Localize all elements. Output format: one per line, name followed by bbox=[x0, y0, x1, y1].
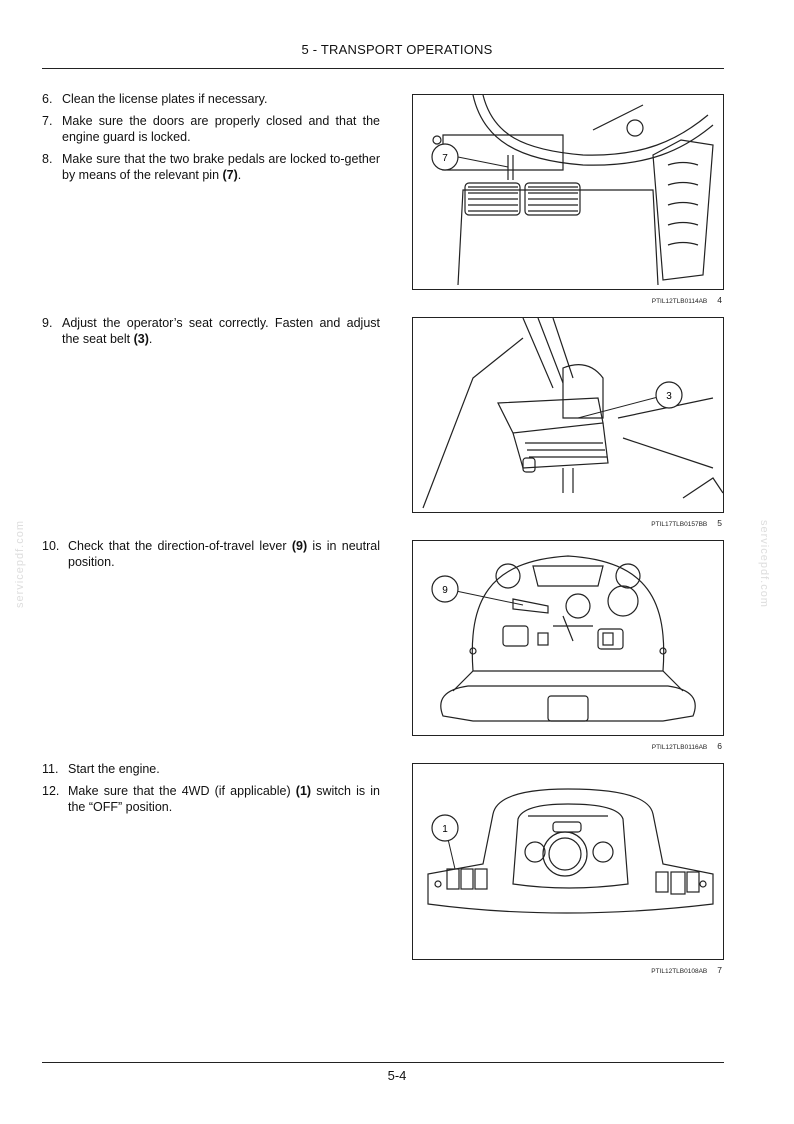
figure-6-caption: PTIL12TLB0116AB 6 bbox=[651, 741, 722, 751]
header-rule bbox=[42, 68, 724, 69]
steps-group-4 bbox=[42, 761, 380, 821]
step-8: 8. Make sure that the two brake pedals are locked to-gether by means of the relevant pin (7). bbox=[42, 152, 380, 182]
figure-6-illustration bbox=[413, 541, 723, 735]
figure-4 bbox=[412, 94, 724, 290]
figure-6 bbox=[412, 540, 724, 736]
figure-4-callout: 7 bbox=[442, 153, 448, 164]
figure-4-illustration bbox=[413, 95, 723, 289]
watermark-right: servicepdf.com bbox=[758, 520, 770, 608]
figure-4-caption: PTIL12TLB0114AB 4 bbox=[651, 295, 722, 305]
ref-9: (9) bbox=[291, 539, 308, 553]
step-7: 7. Make sure the doors are properly closed and that the engine guard is locked. bbox=[42, 114, 380, 144]
figure-5 bbox=[412, 317, 724, 513]
ref-7: (7) bbox=[222, 168, 238, 182]
figure-5-illustration bbox=[413, 318, 723, 512]
step-6: 6. Clean the license plates if necessary. bbox=[42, 92, 268, 106]
figure-5-callout: 3 bbox=[666, 391, 672, 402]
figure-6-callout: 9 bbox=[442, 585, 448, 596]
watermark-left: servicepdf.com bbox=[14, 520, 26, 608]
figure-5-caption: PTIL17TLB0157BB 5 bbox=[651, 518, 722, 528]
page-number: 5-4 bbox=[387, 1068, 407, 1083]
step-10: 10. Check that the direction-of-travel lever (9) is in neutral position. bbox=[42, 539, 380, 569]
steps-group-2 bbox=[42, 315, 380, 353]
footer-rule bbox=[42, 1062, 724, 1063]
step-9: 9. Adjust the operator’s seat correctly. Fasten and adjust the seat belt (3). bbox=[42, 316, 380, 346]
step-12: 12. Make sure that the 4WD (if applicable) (1) switch is in the “OFF” position. bbox=[42, 784, 380, 814]
steps-group-3 bbox=[42, 538, 380, 576]
step-11: 11. Start the engine. bbox=[42, 762, 160, 776]
steps-group-1 bbox=[42, 91, 380, 189]
ref-3: (3) bbox=[133, 332, 149, 346]
figure-7-illustration bbox=[413, 764, 723, 959]
figure-7-caption: PTIL12TLB0108AB 7 bbox=[651, 965, 722, 975]
page-header: 5 - TRANSPORT OPERATIONS bbox=[301, 42, 493, 57]
figure-7 bbox=[412, 763, 724, 960]
figure-7-callout: 1 bbox=[442, 824, 448, 835]
ref-1: (1) bbox=[295, 784, 312, 798]
